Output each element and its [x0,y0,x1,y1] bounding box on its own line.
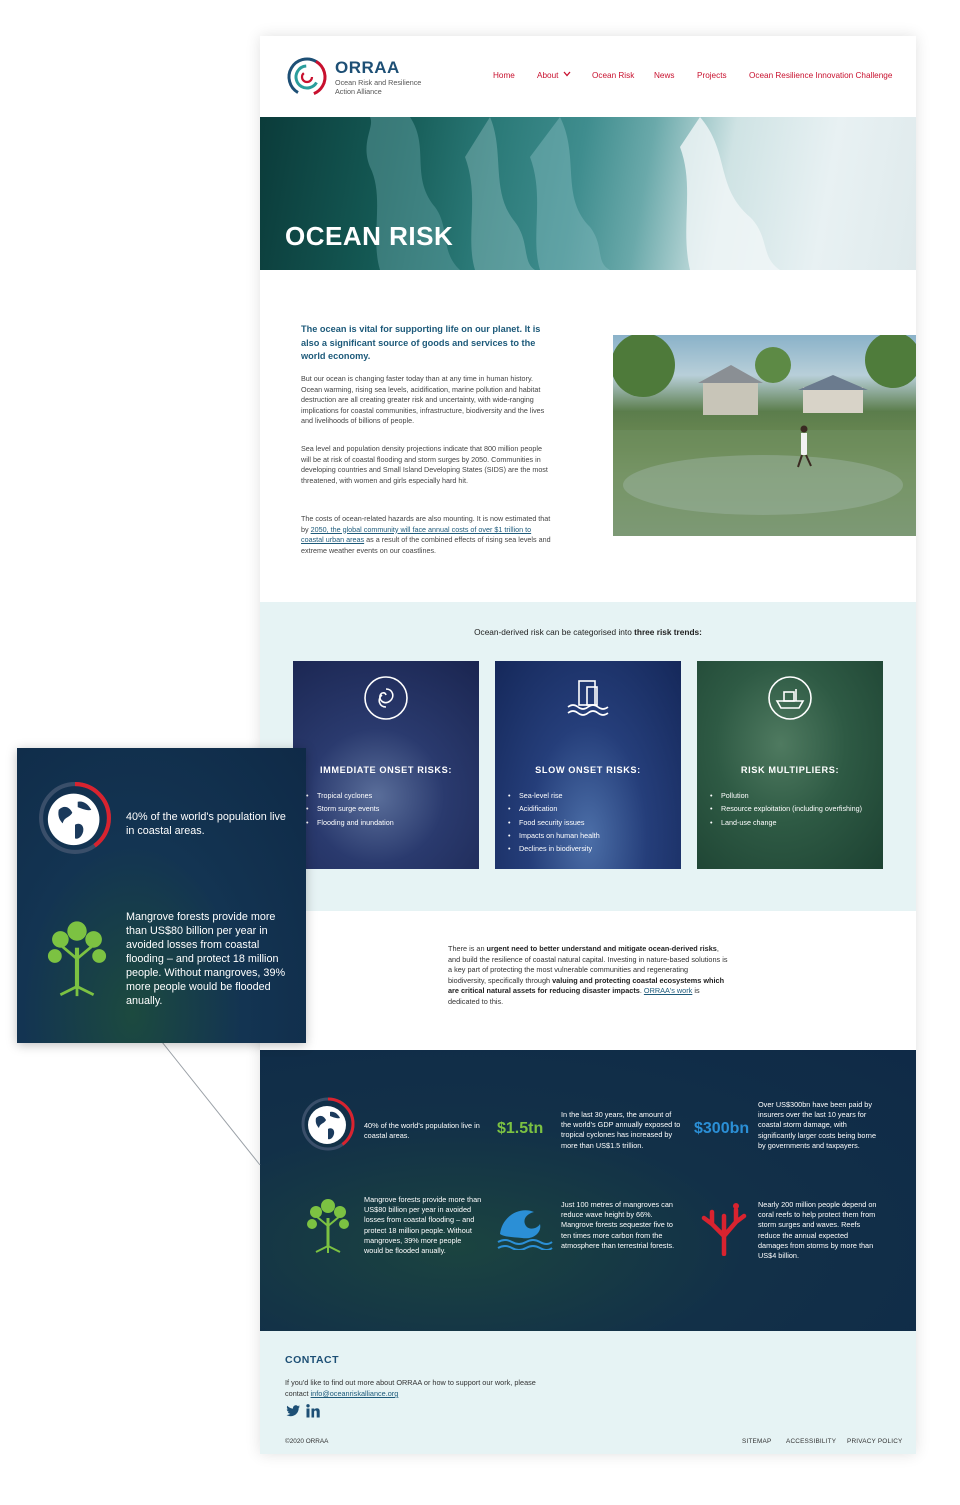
urgent-text-2: , and build the resilience of coastal natural capital. Investing in nature-based solutions is a key part of protecting the most vulnerable communities and regenerating biodiversity, specifically through [448,944,728,985]
intro-paragraph-2: Sea level and population density projections indicate that 800 million people will be at risk of coastal flooding and storm surges by 2050. Communities in developing countries and Small Island Developing States (SIDS) are the most threatened, with women and girls especially hard hit. [301,444,548,485]
nav-about-label[interactable]: About [537,71,559,80]
card-title: IMMEDIATE ONSET RISKS: [320,765,452,775]
flood-photo-art [613,335,916,536]
risk-trends-lead-text: Ocean-derived risk can be categorised into [474,627,635,637]
stat-text-insurance: Over US$300bn have been paid by insurers over the last 10 years for coastal storm damage, with significantly larger costs being borne by governments and taxpayers. [758,1100,877,1150]
site-header [260,36,916,117]
wave-icon [496,1204,554,1250]
ship-icon [767,675,813,721]
list-item: • Impacts on human health [507,831,672,840]
list-item: • Sea-level rise [507,791,672,800]
mangrove-tree-icon [41,914,113,998]
stat-text-gdp: In the last 30 years, the amount of the world's GDP annually exposed to tropical cyclones has increased by more than US$1.5 trillion. [561,1110,681,1150]
costs-link[interactable]: 2050, the global community will face annual costs of over $1 trillion to coastal urban areas [301,524,532,544]
logo-name[interactable]: ORRAA [335,58,400,77]
callout-connector-line [160,1040,270,1180]
footer-link-accessibility[interactable]: ACCESSIBILITY [786,1438,837,1445]
stat-value-gdp: $1.5tn [497,1120,544,1137]
card-list [709,791,874,831]
intro-paragraph-1: But our ocean is changing faster today than at any time in human history. Ocean warming, rising sea levels, acidification, marine pollution and habitat destruction are all creating greater risk and uncertainty, with wide-ranging implications for coastal communities, infrastructure, biodiversity and the lives and livelihoods of billions of people. [301,374,545,425]
risk-card-immediate[interactable] [293,661,479,869]
coral-icon [698,1200,750,1256]
contact-heading: CONTACT [285,1354,340,1366]
zoom-callout [17,748,306,1043]
logo-subtitle: Ocean Risk and Resilience Action Alliance [335,78,422,96]
card-title: RISK MULTIPLIERS: [740,765,840,775]
globe-icon [37,780,113,856]
contact-email-link[interactable]: info@oceanriskalliance.org [310,1389,399,1398]
list-item: • Declines in biodiversity [507,844,672,853]
urgent-bold-2: valuing and protecting coastal ecosystems which are critical natural assets for reducing disaster impacts [448,975,725,995]
list-item: • Tropical cyclones [305,791,470,800]
risk-card-slow[interactable] [495,661,681,869]
callout-text-population: 40% of the world's population live in coastal areas. [126,811,286,837]
risk-card-multipliers[interactable] [697,661,883,869]
chevron-down-icon[interactable] [563,71,571,77]
stats-section [260,1050,916,1331]
urgent-text-3: . [639,986,644,995]
risk-trends-lead [260,627,916,637]
stat-text-mangroves: Mangrove forests provide more than US$80 billion per year in avoided losses from coastal flooding – and protect 18 million people. Without mangroves, 39% more people would be flooded anually. [364,1195,482,1256]
page-title: OCEAN RISK [285,221,454,251]
intro-paragraph-3 [301,514,551,556]
risk-trends-lead-bold: three risk trends: [634,627,702,637]
mangrove-tree-icon [302,1194,354,1254]
contact-paragraph [285,1377,545,1399]
cyclone-icon [363,675,409,721]
stat-text-population: 40% of the world's population live in coastal areas. [364,1121,480,1141]
nav-innovation-challenge[interactable]: Ocean Resilience Innovation Challenge [749,71,893,80]
p3-text-a: The costs of ocean-related hazards are also mounting. It is now estimated that by [301,514,551,534]
p3-text-b: as a result of the combined effects of rising sea levels and extreme weather events on our coastlines. [301,535,551,555]
orraa-work-link[interactable]: ORRAA's work [643,986,693,995]
contact-text: If you'd like to find out more about ORRAA or how to support our work, please contact [285,1378,536,1398]
stat-value-insurance: $300bn [694,1120,750,1137]
nav-projects[interactable]: Projects [697,71,727,80]
nav-ocean-risk[interactable]: Ocean Risk [592,71,635,80]
footer-link-sitemap[interactable]: SITEMAP [742,1438,772,1445]
urgent-bold-1: urgent need to better understand and mitigate ocean-derived risks [486,944,717,953]
nav-about[interactable] [537,71,571,80]
nav-news[interactable]: News [654,71,675,80]
hero-banner [260,117,916,270]
list-item: • Flooding and inundation [305,818,470,827]
card-title: SLOW ONSET RISKS: [535,765,641,775]
urgent-text-1: There is an [448,944,487,953]
stat-text-wave-height: Just 100 metres of mangroves can reduce wave height by 66%. Mangrove forests sequester five to ten times more carbon from the atmosphere than terrestrial forests. [561,1200,675,1250]
list-item: • Resource exploitation (including overfishing) [709,804,874,813]
list-item: • Food security issues [507,818,672,827]
intro-heading: The ocean is vital for supporting life on our planet. It is also a significant source of goods and services to the world economy. [301,324,541,361]
list-item: • Pollution [709,791,874,800]
linkedin-icon[interactable] [305,1403,321,1419]
webpage [260,36,916,1454]
stat-text-coral-reefs: Nearly 200 million people depend on coral reefs to help protect them from storm surges and waves. Reefs reduce the annual expected damages from storms by more than US$4 billion. [758,1200,877,1261]
card-list [507,791,672,857]
flooded-village-photo [613,335,916,536]
globe-icon [300,1096,356,1152]
list-item: • Acidification [507,804,672,813]
card-list [305,791,470,831]
risk-trends-section [260,602,916,911]
callout-text-mangroves: Mangrove forests provide more than US$80 billion per year in avoided losses from coastal flooding – and protect 18 million people. Without mangroves, 39% more people would be flooded anually. [126,911,286,1007]
orraa-logo-icon[interactable] [286,56,328,98]
urgent-text-4: is dedicated to this. [448,986,700,1006]
urgent-paragraph [448,944,728,1007]
footer-link-privacy[interactable]: PRIVACY POLICY [847,1438,903,1445]
contact-section [260,1331,916,1454]
list-item: • Storm surge events [305,804,470,813]
list-item: • Land-use change [709,818,874,827]
nav-home[interactable]: Home [493,71,515,80]
copyright: ©2020 ORRAA [285,1438,329,1445]
building-water-icon [565,675,611,721]
twitter-icon[interactable] [285,1403,301,1419]
